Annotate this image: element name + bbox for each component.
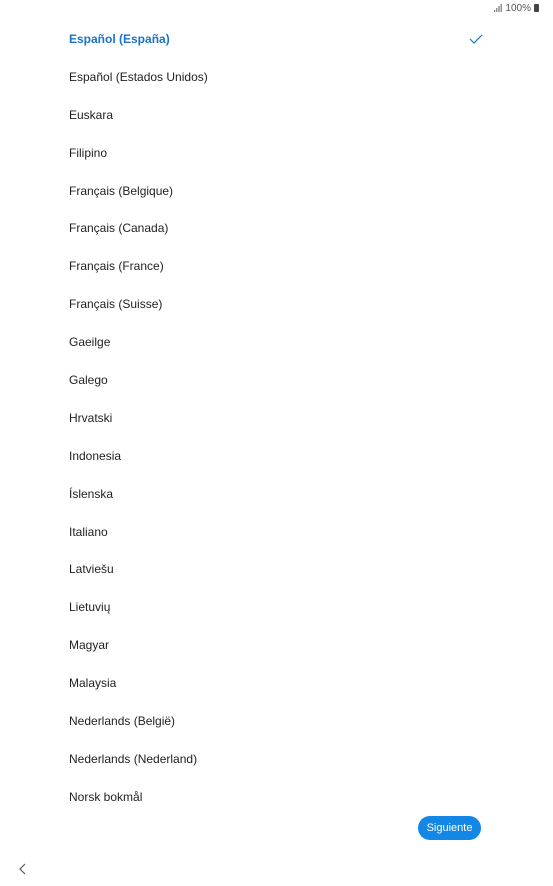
language-item[interactable] [0, 247, 553, 285]
battery-icon [534, 4, 539, 12]
language-item[interactable] [0, 740, 553, 778]
language-label: Magyar [69, 638, 110, 653]
language-item[interactable] [0, 399, 553, 437]
language-item[interactable] [0, 58, 553, 96]
language-item[interactable] [0, 361, 553, 399]
language-item[interactable] [0, 20, 553, 58]
back-button[interactable] [13, 859, 33, 879]
language-label: Íslenska [69, 486, 114, 501]
language-item[interactable] [0, 209, 553, 247]
language-label: Español (Estados Unidos) [69, 69, 208, 84]
battery-percentage: 100% [505, 2, 531, 14]
language-label: Nederlands (Nederland) [69, 751, 198, 766]
language-item[interactable] [0, 702, 553, 740]
language-item[interactable] [0, 437, 553, 475]
language-item[interactable] [0, 323, 553, 361]
language-label: Nederlands (België) [69, 713, 176, 728]
language-item[interactable] [0, 664, 553, 702]
language-item[interactable] [0, 172, 553, 210]
language-label: Español (España) [69, 31, 170, 46]
language-item[interactable] [0, 588, 553, 626]
language-item[interactable] [0, 550, 553, 588]
language-label: Français (France) [69, 259, 164, 274]
language-item[interactable] [0, 626, 553, 664]
language-label: Italiano [69, 524, 108, 539]
language-label: Gaeilge [69, 335, 111, 350]
language-label: Hrvatski [69, 410, 113, 425]
signal-icon [494, 4, 502, 12]
check-icon [469, 34, 483, 44]
language-label: Lietuvių [69, 600, 111, 615]
language-label: Malaysia [69, 676, 117, 691]
chevron-left-icon [18, 862, 28, 876]
language-label: Galego [69, 372, 108, 387]
language-label: Français (Belgique) [69, 183, 174, 198]
language-label: Indonesia [69, 448, 122, 463]
language-label: Latviešu [69, 562, 114, 577]
status-bar [494, 0, 539, 16]
language-label: Filipino [69, 145, 108, 160]
language-item[interactable] [0, 96, 553, 134]
language-item[interactable] [0, 285, 553, 323]
language-label: Français (Suisse) [69, 297, 163, 312]
language-label: Euskara [69, 107, 114, 122]
language-label: Français (Canada) [69, 221, 169, 236]
next-button[interactable]: Siguiente [418, 816, 481, 840]
language-item[interactable] [0, 134, 553, 172]
language-label: Norsk bokmål [69, 789, 143, 804]
language-item[interactable] [0, 513, 553, 551]
language-item[interactable] [0, 778, 553, 816]
language-item[interactable] [0, 475, 553, 513]
language-list [0, 20, 553, 816]
